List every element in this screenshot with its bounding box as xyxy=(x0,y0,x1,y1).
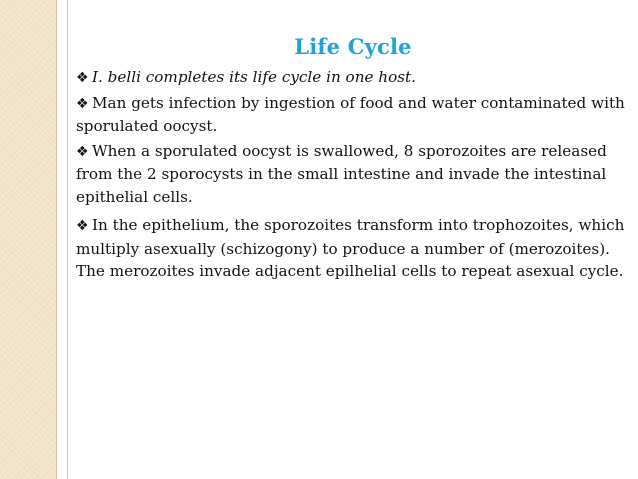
slide-title: Life Cycle xyxy=(294,34,412,59)
diamond-bullet-icon: ❖ xyxy=(76,218,89,234)
bullet-text: I. belli completes its life cycle in one host. xyxy=(92,68,416,86)
diamond-bullet-icon: ❖ xyxy=(76,143,89,160)
bullet-text: When a sporulated oocyst is swallowed, 8 sporozoites are released from the 2 sporocysts in the small intestine and invade the intestinal epithelial cells. xyxy=(76,141,607,206)
bullet-item xyxy=(76,214,632,283)
bullet-list xyxy=(76,66,632,285)
decorative-side-band xyxy=(0,0,56,479)
bullet-item xyxy=(76,92,632,138)
bullet-text: Man gets infection by ingestion of food and water contaminated with sporulated oocyst. xyxy=(76,93,625,135)
bullet-item xyxy=(76,140,632,209)
diamond-bullet-icon: ❖ xyxy=(76,70,89,86)
diamond-bullet-icon: ❖ xyxy=(76,95,89,112)
side-divider-line xyxy=(67,0,68,479)
bullet-item xyxy=(76,66,632,90)
bullet-text: In the epithelium, the sporozoites transform into trophozoites, which multiply asexually (schizogony) to produce a number of (merozoites). The merozoites invade adjacent epilhelial cells to repeat asexual cycle. xyxy=(76,216,625,280)
side-divider-line xyxy=(56,0,57,479)
